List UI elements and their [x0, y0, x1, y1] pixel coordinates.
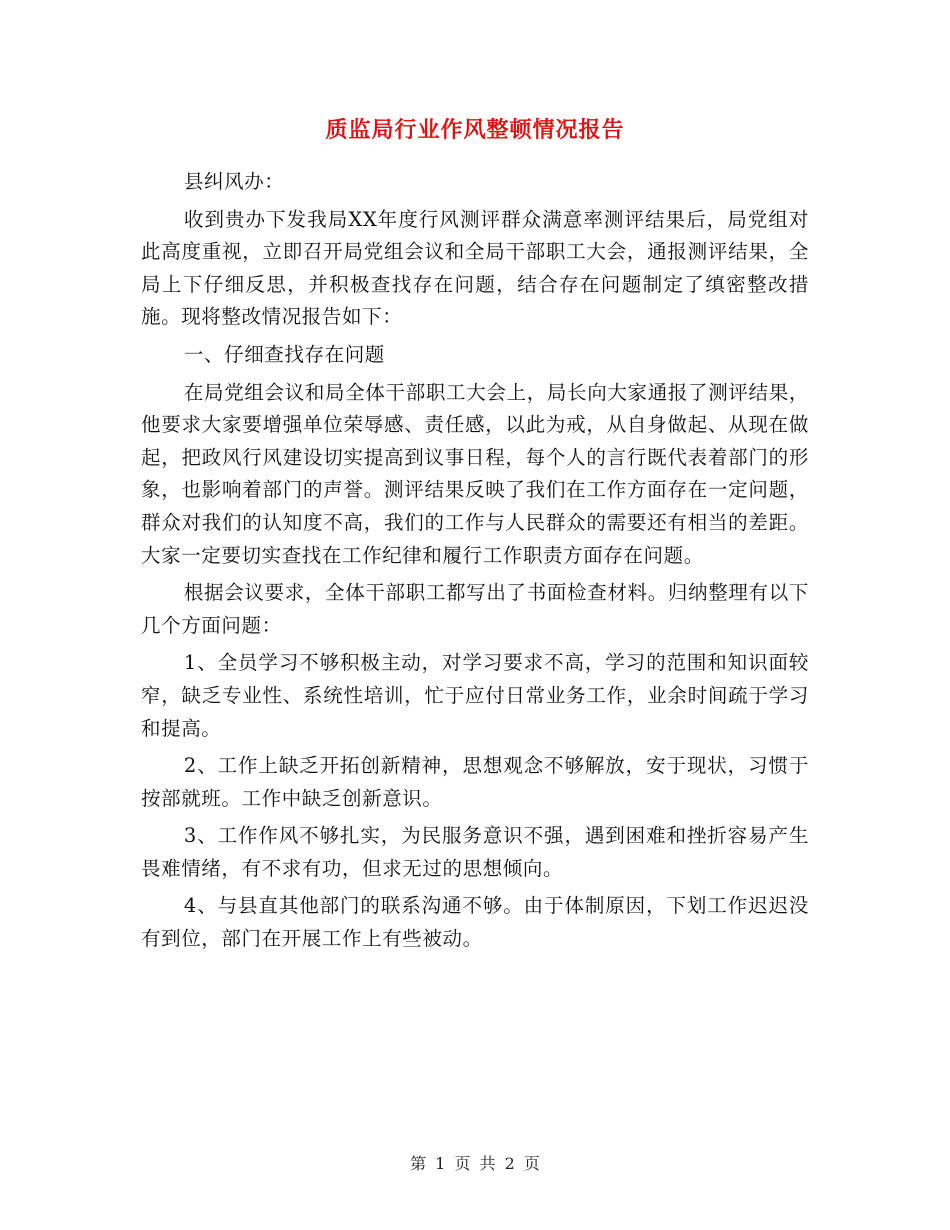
- paragraph-meeting: 在局党组会议和局全体干部职工大会上，局长向大家通报了测评结果，他要求大家要增强单位荣辱感、责任感，以此为戒，从自身做起、从现在做起，把政风行风建设切实提高到议事日程，每个人的言行既代表着部门的形象，也影响着部门的声誉。测评结果反映了我们在工作方面存在一定问题，群众对我们的认知度不高，我们的工作与人民群众的需要还有相当的差距。大家一定要切实查找在工作纪律和履行工作职责方面存在问题。: [141, 380, 809, 567]
- list-item-3: 3、工作作风不够扎实，为民服务意识不强，遇到困难和挫折容易产生畏难情绪，有不求有功，但求无过的思想倾向。: [141, 824, 809, 880]
- document-body: [141, 166, 809, 961]
- page-footer: 第 1 页 共 2 页: [410, 1154, 540, 1173]
- salutation: 县纠风办：: [183, 170, 285, 193]
- list-item-1: 1、全员学习不够积极主动，对学习要求不高，学习的范围和知识面较窄，缺乏专业性、系统性培训，忙于应付日常业务工作，业余时间疏于学习和提高。: [141, 651, 809, 740]
- list-item-2: 2、工作上缺乏开拓创新精神，思想观念不够解放，安于现状，习惯于按部就班。工作中缺乏创新意识。: [141, 754, 809, 810]
- paragraph-intro: 收到贵办下发我局XX年度行风测评群众满意率测评结果后，局党组对此高度重视，立即召开局党组会议和全局干部职工大会，通报测评结果，全局上下仔细反思，并积极查找存在问题，结合存在问题制定了缜密整改措施。现将整改情况报告如下：: [141, 207, 809, 329]
- section-heading: 一、仔细查找存在问题: [183, 342, 385, 366]
- paragraph-summary: 根据会议要求，全体干部职工都写出了书面检查材料。归纳整理有以下几个方面问题：: [141, 581, 809, 637]
- list-item-4: 4、与县直其他部门的联系沟通不够。由于体制原因，下划工作迟迟没有到位，部门在开展工作上有些被动。: [141, 894, 809, 951]
- document-title: 质监局行业作风整顿情况报告: [325, 117, 625, 143]
